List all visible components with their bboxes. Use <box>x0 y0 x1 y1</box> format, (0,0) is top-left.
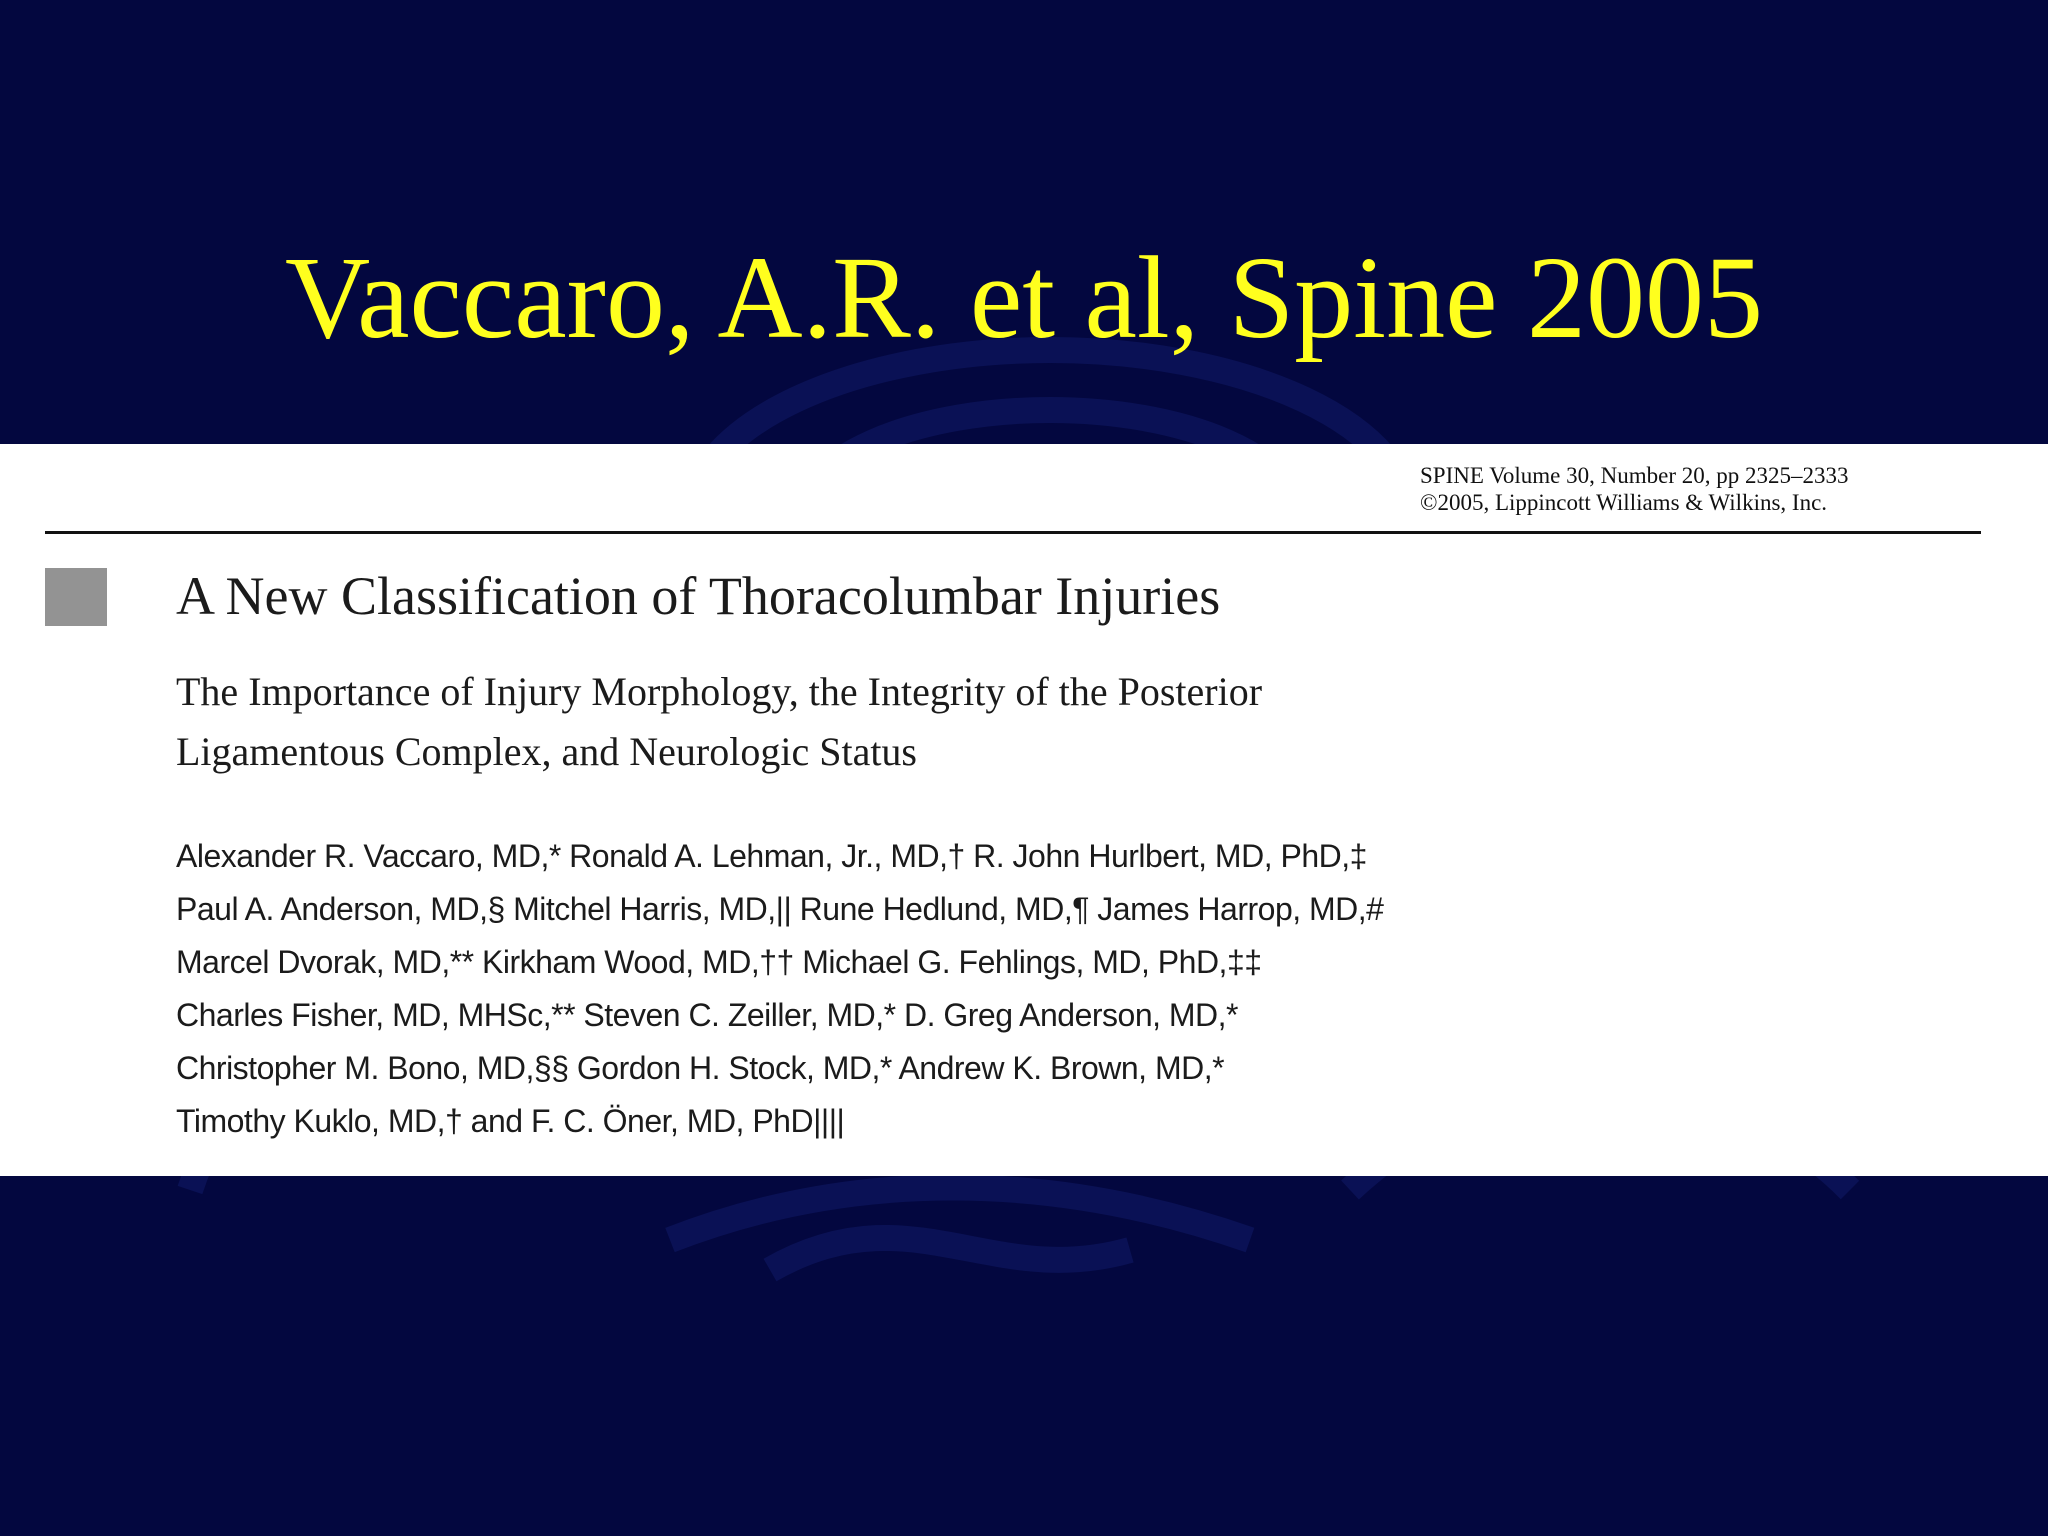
author-line: Paul A. Anderson, MD,§ Mitchel Harris, MD,|| Rune Hedlund, MD,¶ James Harrop, MD,# <box>176 891 1384 927</box>
author-line: Timothy Kuklo, MD,† and F. C. Öner, MD, PhD|||| <box>176 1103 845 1139</box>
article-title: A New Classification of Thoracolumbar Injuries <box>176 566 1221 626</box>
journal-citation <box>1420 462 1980 516</box>
header-divider <box>45 531 1981 534</box>
article-subtitle-line: The Importance of Injury Morphology, the Integrity of the Posterior <box>176 669 1263 714</box>
article-subtitle <box>176 662 1262 782</box>
author-line: Alexander R. Vaccaro, MD,* Ronald A. Lehman, Jr., MD,† R. John Hurlbert, MD, PhD,‡ <box>176 838 1367 874</box>
section-marker-square-icon <box>45 568 107 626</box>
article-subtitle-line: Ligamentous Complex, and Neurologic Status <box>176 729 917 774</box>
author-line: Christopher M. Bono, MD,§§ Gordon H. Stock, MD,* Andrew K. Brown, MD,* <box>176 1050 1225 1086</box>
journal-citation-line: SPINE Volume 30, Number 20, pp 2325–2333 <box>1420 463 1849 488</box>
slide-title: Vaccaro, A.R. et al, Spine 2005 <box>285 232 1763 363</box>
journal-copyright-line: ©2005, Lippincott Williams & Wilkins, Inc. <box>1420 490 1828 515</box>
article-header-image <box>0 444 2048 1176</box>
author-line: Charles Fisher, MD, MHSc,** Steven C. Zeiller, MD,* D. Greg Anderson, MD,* <box>176 997 1238 1033</box>
author-list <box>176 830 1383 1148</box>
author-line: Marcel Dvorak, MD,** Kirkham Wood, MD,†† Michael G. Fehlings, MD, PhD,‡‡ <box>176 944 1262 980</box>
